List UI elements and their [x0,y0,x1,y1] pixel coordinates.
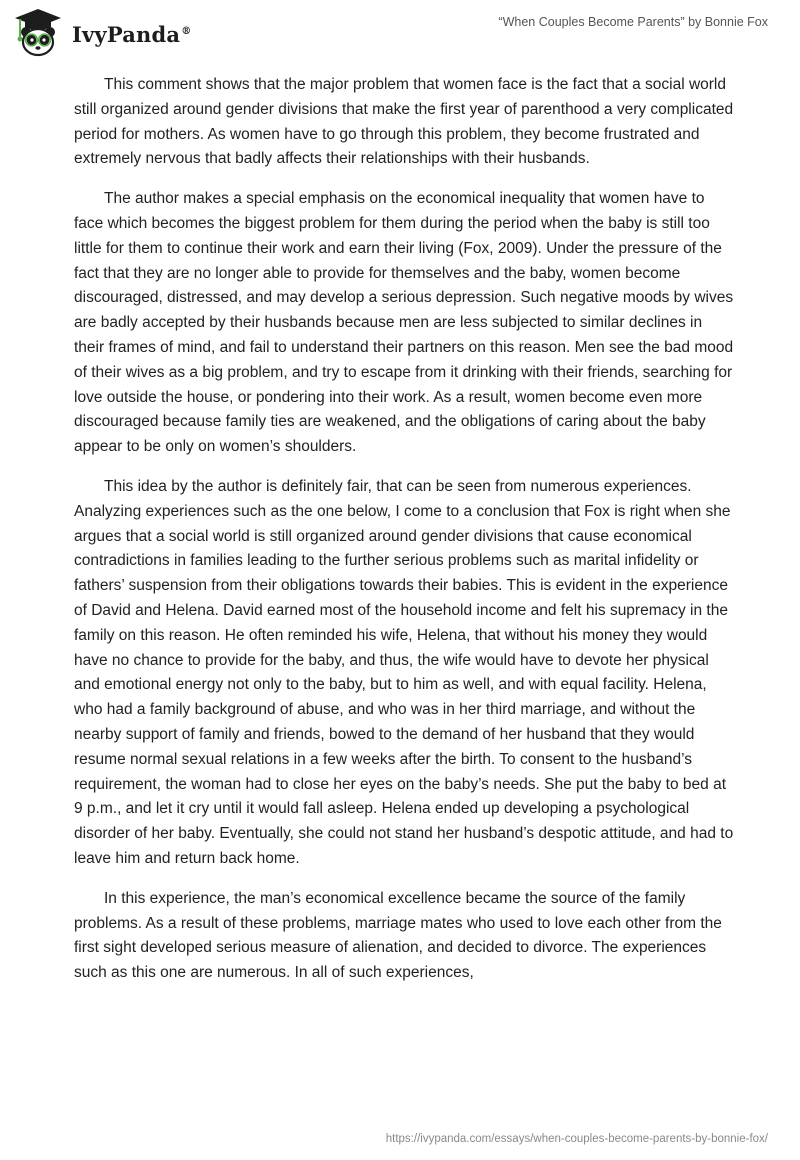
brand-name-text: IvyPanda [72,21,181,47]
ivypanda-logo[interactable] [12,8,191,58]
brand-name [72,22,191,47]
panda-graduate-icon [12,8,64,58]
registered-mark: ® [181,25,192,37]
paragraph: This comment shows that the major problem that women face is the fact that a social world still organized around gender divisions that make the first year of parenthood a very complicated period for mothers. As women have to go through this problem, they become frustrated and extremely nervous that badly affects their relationships with their husbands. [74,76,734,168]
page-header [0,0,800,70]
essay-body [74,73,734,1001]
paragraph: This idea by the author is definitely fair, that can be seen from numerous experiences. Analyzing experiences such as the one below, I come to a conclusion that Fox is right when she argues that a social world is still organized around gender divisions that cause economical contradictions in families leading to the further serious problems such as marital infidelity or fathers’ suspension from their obligations towards their babies. This is evident in the experience of David and Helena. David earned most of the household income and felt his supremacy in the family on this reason. He often reminded his wife, Helena, that without his money they would have no chance to provide for the baby, and thus, the wife would have to devote her physical and emotional energy not only to the baby, but to him as well, and with equal facility. Helena, who had a family background of abuse, and who was in her third marriage, and without the nearby support of family and friends, bowed to the demand of her husband that they would resume normal sexual relations in a few weeks after the birth. To consent to the husband’s requirement, the woman had to close her eyes on the baby’s needs. She put the baby to bed at 9 p.m., and let it cry until it would fall asleep. Helena ended up developing a psychological disorder of her baby. Eventually, she could not stand her husband’s despotic attitude, and had to leave him and return back home. [74,477,734,867]
source-url-link[interactable]: https://ivypanda.com/essays/when-couples-become-parents-by-bonnie-fox/ [385,1133,768,1145]
paragraph: In this experience, the man’s economical excellence became the source of the family problems. As a result of these problems, marriage mates who used to love each other from the first sight developed serious measure of alienation, and decided to divorce. The experiences such as this one are numerous. In all of such experiences, [74,889,722,982]
paragraph: The author makes a special emphasis on the economical inequality that women have to face which becomes the biggest problem for them during the period when the baby is still too little for them to continue their work and earn their living (Fox, 2009). Under the pressure of the fact that they are no longer able to provide for themselves and the baby, women become discouraged, distressed, and may develop a serious depression. Such negative moods by wives are badly accepted by their husbands because men are less subjected to similar declines in their frames of mind, and fail to understand their partners on this reason. Men see the bad mood of their wives as a big problem, and try to escape from it drinking with their friends, searching for love outside the house, or pondering into their work. As a result, women become even more discouraged because family ties are weakened, and the obligations of caring about the baby appear to be only on women’s shoulders. [74,190,734,456]
document-title: “When Couples Become Parents” by Bonnie Fox [498,15,768,29]
